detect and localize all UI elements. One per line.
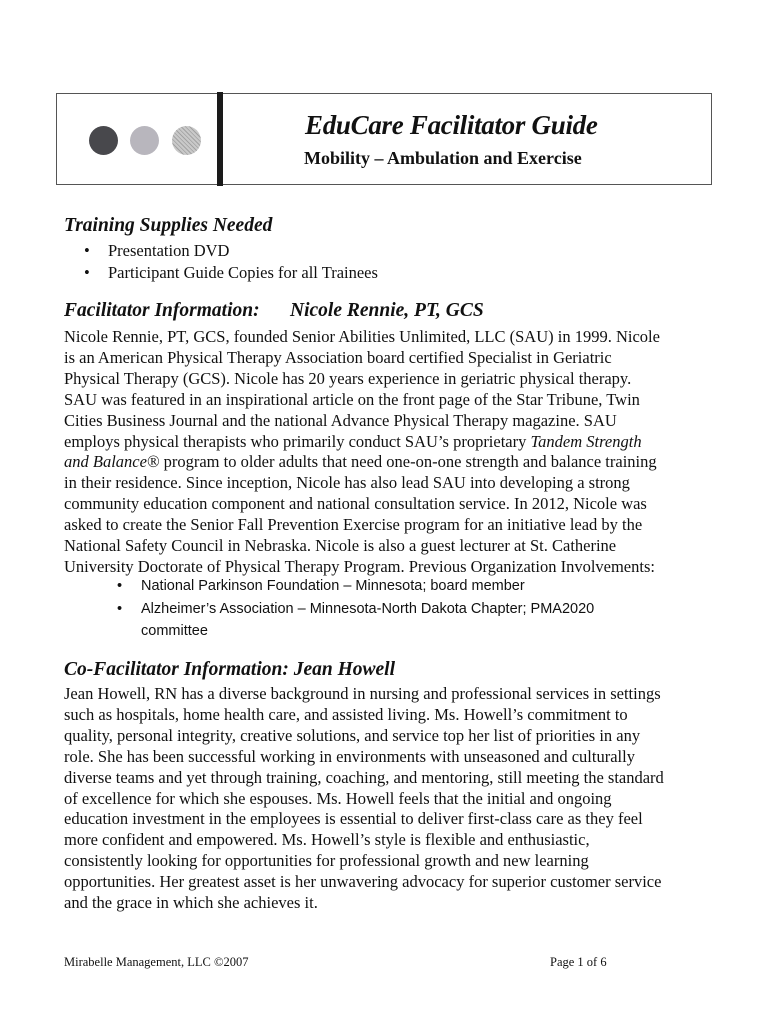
bullet-icon: • bbox=[117, 600, 123, 617]
document-subtitle: Mobility – Ambulation and Exercise bbox=[304, 148, 582, 168]
program-name-cont: and Balance® bbox=[64, 452, 160, 472]
header-box bbox=[56, 93, 712, 185]
patterned-dot-icon bbox=[172, 126, 201, 155]
cofacilitator-bio: Jean Howell, RN has a diverse background in nursing and professional services in settings such as hospitals, home health care, and assisted living. Ms. Howell’s commitment to quality, personal integrity, creative solutions, and service top her list of priorities in any role. She has been successful working in environments with unseasoned and culturally diverse teams and yet through training, coaching, and mentoring, still meeting the standard of excellence for which she espouses. Ms. Howell feels that the initial and ongoing education investment in the employees is essential to deliver first-class care as they feel more confident and empowered. Ms. Howell’s style is flexible and enthusiastic, consistently looking for opportunities for professional growth and new learning opportunities. Her greatest asset is her unwavering advocacy for superior customer service and the grace in which she achieves it. bbox=[64, 684, 664, 913]
supplies-heading: Training Supplies Needed bbox=[64, 215, 273, 236]
bullet-icon: • bbox=[84, 263, 90, 282]
program-name: Tandem Strength bbox=[530, 431, 642, 451]
document-title: EduCare Facilitator Guide bbox=[305, 110, 598, 140]
header-divider bbox=[217, 92, 223, 186]
bullet-icon: • bbox=[84, 241, 90, 260]
list-item: • Alzheimer’s Association – Minnesota-North Dakota Chapter; PMA2020 bbox=[117, 598, 594, 621]
list-item: • National Parkinson Foundation – Minnesota; board member bbox=[117, 575, 594, 598]
facilitator-heading: Facilitator Information: Nicole Rennie, PT, GCS bbox=[64, 300, 484, 321]
list-item: • Presentation DVD bbox=[84, 241, 230, 260]
page-number: Page 1 of 6 bbox=[550, 955, 607, 969]
facilitator-name: Nicole Rennie, PT, GCS bbox=[290, 300, 484, 321]
list-item: • Participant Guide Copies for all Trainees bbox=[84, 263, 378, 282]
facilitator-bio: Nicole Rennie, PT, GCS, founded Senior Abilities Unlimited, LLC (SAU) in 1999. Nicole is an American Physical Therapy Association board certified Specialist in Geriatric Physical Therapy (GCS). Nicole has 20 years experience in geriatric physical therapy. SAU was featured in an inspirational article on the front page of the Star Tribune, Twin Cities Business Journal and the national Advance Physical Therapy magazine. SAU employs physical therapists who primarily conduct SAU’s proprietary Tandem Strength and Balance® program to older adults that need one-on-one strength and balance training in their residence. Since inception, Nicole has also lead SAU into developing a strong community education component and national consultation service. In 2012, Nicole was asked to create the Senior Fall Prevention Exercise program for an initiative lead by the National Safety Council in Nebraska. Nicole is also a guest lecturer at St. Catherine University Doctorate of Physical Therapy Program. Previous Organization Involvements: bbox=[64, 327, 660, 576]
cofacilitator-heading: Co-Facilitator Information: Jean Howell bbox=[64, 659, 395, 680]
involvements-list bbox=[117, 575, 594, 643]
dark-dot-icon bbox=[89, 126, 118, 155]
list-item-continuation: committee bbox=[141, 623, 208, 639]
bullet-icon: • bbox=[117, 578, 123, 594]
footer-copyright: Mirabelle Management, LLC ©2007 bbox=[64, 955, 249, 969]
light-dot-icon bbox=[130, 126, 159, 155]
supplies-list bbox=[84, 240, 378, 284]
